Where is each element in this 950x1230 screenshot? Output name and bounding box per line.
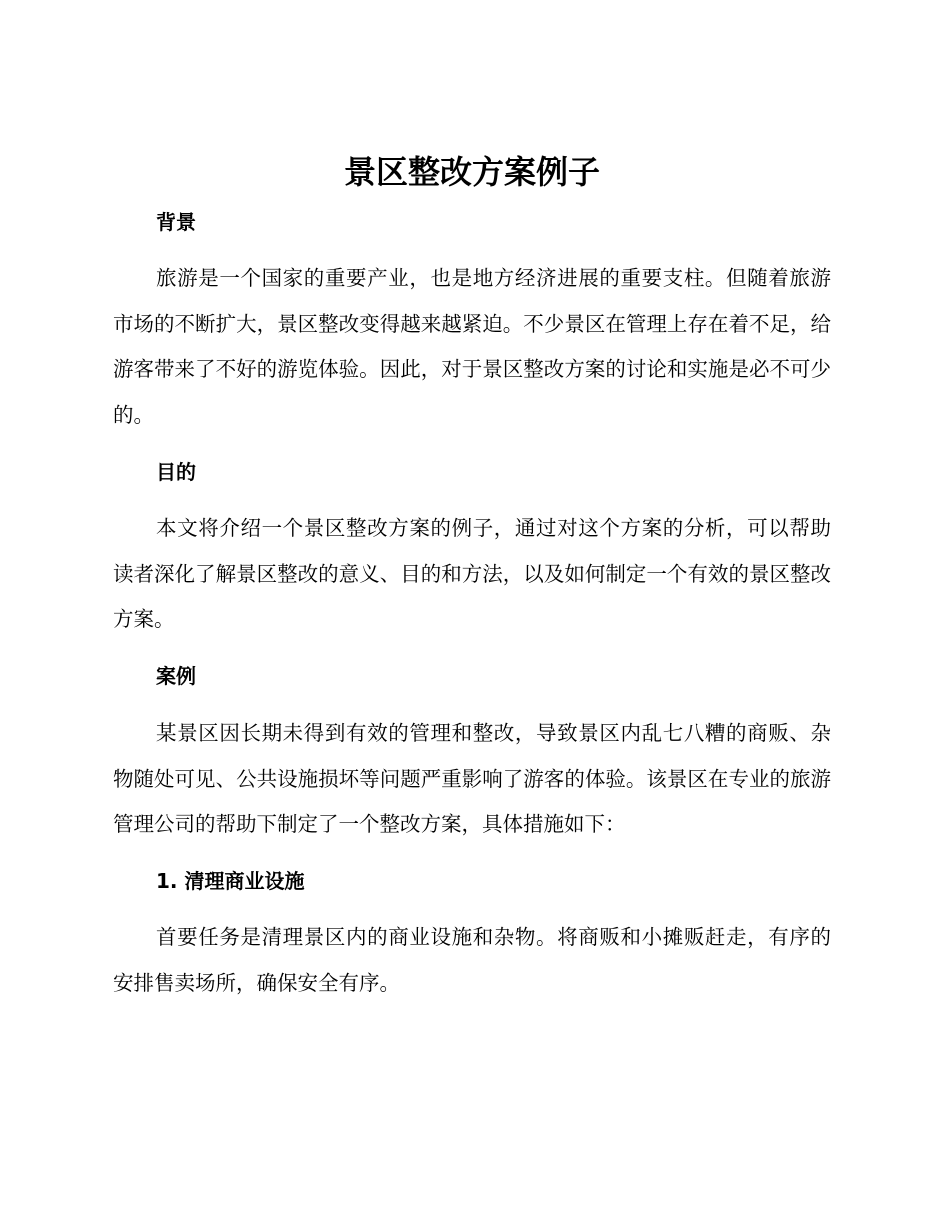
section-paragraph-measure-1: 首要任务是清理景区内的商业设施和杂物。将商贩和小摊贩赶走，有序的安排售卖场所，确保安全有序。 <box>113 925 831 995</box>
section-heading-case: 案例 <box>156 664 196 688</box>
section-heading-measure-1: 1. 清理商业设施 <box>156 869 305 893</box>
section-paragraph-case: 某景区因长期未得到有效的管理和整改，导致景区内乱七八糟的商贩、杂物随处可见、公共设施损坏等问题严重影响了游客的体验。该景区在专业的旅游管理公司的帮助下制定了一个整改方案，具体措施如下： <box>113 721 831 836</box>
section-heading-background: 背景 <box>156 210 196 234</box>
section-paragraph-background: 旅游是一个国家的重要产业，也是地方经济进展的重要支柱。但随着旅游市场的不断扩大，景区整改变得越来越紧迫。不少景区在管理上存在着不足，给游客带来了不好的游览体验。因此，对于景区整改方案的讨论和实施是必不可少的。 <box>113 266 831 427</box>
section-paragraph-purpose: 本文将介绍一个景区整改方案的例子，通过对这个方案的分析，可以帮助读者深化了解景区整改的意义、目的和方法，以及如何制定一个有效的景区整改方案。 <box>113 516 831 631</box>
section-heading-purpose: 目的 <box>156 460 196 484</box>
document-title: 景区整改方案例子 <box>343 153 600 191</box>
